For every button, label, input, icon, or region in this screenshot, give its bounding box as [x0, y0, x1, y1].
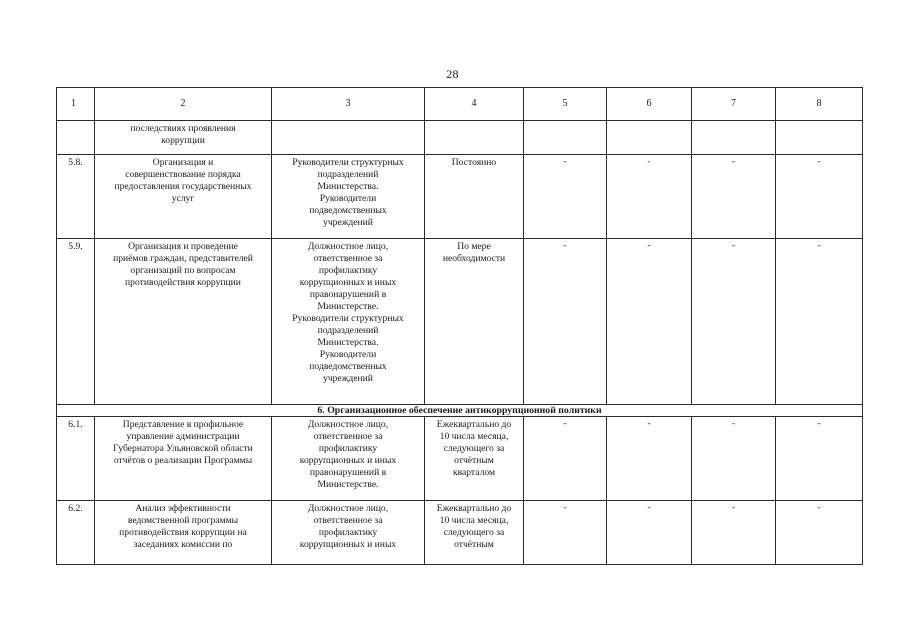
cell-line: подведомственных	[309, 361, 387, 372]
column-header-2: 2	[95, 88, 272, 121]
row-number: 6.2.	[57, 501, 95, 565]
cell-line: Постоянно	[451, 157, 497, 168]
section-row	[57, 405, 863, 417]
column-header-7: 7	[692, 88, 776, 121]
responsible-cell	[272, 155, 425, 239]
term-cell	[425, 417, 524, 501]
funding-cell-8	[776, 155, 863, 239]
cell-line: Ежеквартально до	[436, 503, 512, 514]
term-cell	[425, 239, 524, 405]
funding-cell-6	[607, 417, 692, 501]
cell-line: коррупционных и иных	[299, 455, 397, 466]
dash-value: -	[647, 502, 651, 513]
dash-value: -	[647, 156, 651, 167]
dash-value: -	[731, 502, 736, 513]
dash-value: -	[731, 240, 736, 251]
term-cell	[425, 155, 524, 239]
cell-line: учреждений	[323, 217, 373, 228]
table-row	[57, 121, 863, 155]
funding-cell-5	[524, 501, 607, 565]
funding-cell-8	[776, 121, 863, 155]
cell-line: противодействия коррупции на	[119, 527, 247, 538]
cell-line: подразделений	[317, 169, 379, 180]
cell-line: заседаниях комиссии по	[133, 539, 233, 550]
responsible-cell	[272, 501, 425, 565]
program-table	[56, 87, 863, 565]
column-header-1: 1	[57, 88, 95, 121]
cell-line: услуг	[171, 193, 195, 204]
cell-line: следующего за	[443, 527, 505, 538]
column-header-8: 8	[776, 88, 863, 121]
cell-line: профилактику	[318, 265, 378, 276]
table-row	[57, 239, 863, 405]
dash-value: -	[563, 502, 567, 513]
table-row	[57, 155, 863, 239]
cell-line: организаций по вопросам	[130, 265, 236, 276]
cell-line: ведомственной программы	[127, 515, 239, 526]
table-body	[57, 88, 863, 565]
term-cell	[425, 501, 524, 565]
cell-line: отчётов о реализации Программы	[113, 455, 253, 466]
dash-value: -	[563, 418, 567, 429]
funding-cell-8	[776, 501, 863, 565]
cell-line: ответственное за	[313, 515, 383, 526]
funding-cell-5	[524, 155, 607, 239]
cell-line: Руководители	[319, 193, 377, 204]
action-cell	[95, 155, 272, 239]
cell-line: коррупции	[161, 135, 205, 146]
cell-line: правонарушений в	[309, 467, 387, 478]
action-cell	[95, 417, 272, 501]
row-number: 6.1.	[57, 417, 95, 501]
responsible-cell	[272, 417, 425, 501]
term-cell	[425, 121, 524, 155]
cell-line: последствиях проявления	[130, 123, 236, 134]
cell-line: предоставления государственных	[114, 181, 252, 192]
table-row	[57, 417, 863, 501]
cell-line: Министерстве.	[317, 479, 379, 490]
column-header-6: 6	[607, 88, 692, 121]
funding-cell-8	[776, 239, 863, 405]
dash-value: -	[563, 156, 567, 167]
dash-value: -	[647, 240, 651, 251]
action-cell	[95, 121, 272, 155]
cell-line: Организация и проведение	[128, 241, 238, 252]
cell-line: 10 числа месяца,	[439, 431, 509, 442]
dash-value: -	[731, 156, 736, 167]
cell-line: 10 числа месяца,	[439, 515, 509, 526]
cell-line: Ежеквартально до	[436, 419, 512, 430]
cell-line: учреждений	[323, 373, 373, 384]
cell-line: кварталом	[452, 467, 496, 478]
funding-cell-7	[692, 121, 776, 155]
column-header-3: 3	[272, 88, 425, 121]
cell-line: необходимости	[442, 253, 506, 264]
cell-line: Министерстве.	[317, 301, 379, 312]
responsible-cell	[272, 239, 425, 405]
cell-line: коррупционных и иных	[299, 277, 397, 288]
column-header-4: 4	[425, 88, 524, 121]
cell-line: приёмов граждан, представителей	[113, 253, 253, 264]
row-number: 5.8.	[57, 155, 95, 239]
cell-line: правонарушений в	[309, 289, 387, 300]
cell-line: противодействия коррупции	[125, 277, 241, 288]
dash-value: -	[817, 156, 821, 167]
funding-cell-6	[607, 239, 692, 405]
funding-cell-5	[524, 417, 607, 501]
table-header-row	[57, 88, 863, 121]
funding-cell-8	[776, 417, 863, 501]
funding-cell-5	[524, 239, 607, 405]
cell-line: профилактику	[318, 443, 378, 454]
funding-cell-7	[692, 501, 776, 565]
cell-line: Руководители структурных	[292, 313, 404, 324]
cell-line: Руководители	[319, 349, 377, 360]
cell-line: ответственное за	[313, 431, 383, 442]
cell-line: коррупционных и иных	[299, 539, 397, 550]
cell-line: Должностное лицо,	[307, 241, 389, 252]
funding-cell-7	[692, 417, 776, 501]
dash-value: -	[563, 240, 567, 251]
row-number	[57, 121, 95, 155]
cell-line: подразделений	[317, 325, 379, 336]
cell-line: отчётным	[454, 539, 494, 550]
cell-line: отчётным	[454, 455, 494, 466]
cell-line: ответственное за	[313, 253, 383, 264]
column-header-5: 5	[524, 88, 607, 121]
funding-cell-7	[692, 239, 776, 405]
action-cell	[95, 239, 272, 405]
cell-line: Губернатора Ульяновской области	[113, 443, 253, 454]
action-cell	[95, 501, 272, 565]
cell-line: Министерства.	[317, 337, 379, 348]
cell-line: Анализ эффективности	[135, 503, 231, 514]
dash-value: -	[817, 418, 821, 429]
cell-line: По мере	[457, 241, 491, 252]
cell-line: Руководители структурных	[292, 157, 404, 168]
cell-line: Министерства.	[317, 181, 379, 192]
page-number: 28	[446, 67, 459, 81]
dash-value: -	[817, 502, 821, 513]
cell-line: управление администрации	[126, 431, 240, 442]
dash-value: -	[817, 240, 821, 251]
funding-cell-7	[692, 155, 776, 239]
dash-value: -	[647, 418, 651, 429]
dash-value: -	[731, 418, 736, 429]
funding-cell-6	[607, 121, 692, 155]
cell-line: Должностное лицо,	[307, 503, 389, 514]
cell-line: следующего за	[443, 443, 505, 454]
responsible-cell	[272, 121, 425, 155]
cell-line: подведомственных	[309, 205, 387, 216]
row-number: 5.9.	[57, 239, 95, 405]
funding-cell-5	[524, 121, 607, 155]
funding-cell-6	[607, 501, 692, 565]
table-row	[57, 501, 863, 565]
funding-cell-6	[607, 155, 692, 239]
cell-line: совершенствование порядка	[125, 169, 241, 180]
cell-line: Организация и	[152, 157, 214, 168]
cell-line: профилактику	[318, 527, 378, 538]
section-title: 6. Организационное обеспечение антикоррупционной политики	[57, 405, 863, 417]
cell-line: Должностное лицо,	[307, 419, 389, 430]
cell-line: Представление в профильное	[122, 419, 244, 430]
